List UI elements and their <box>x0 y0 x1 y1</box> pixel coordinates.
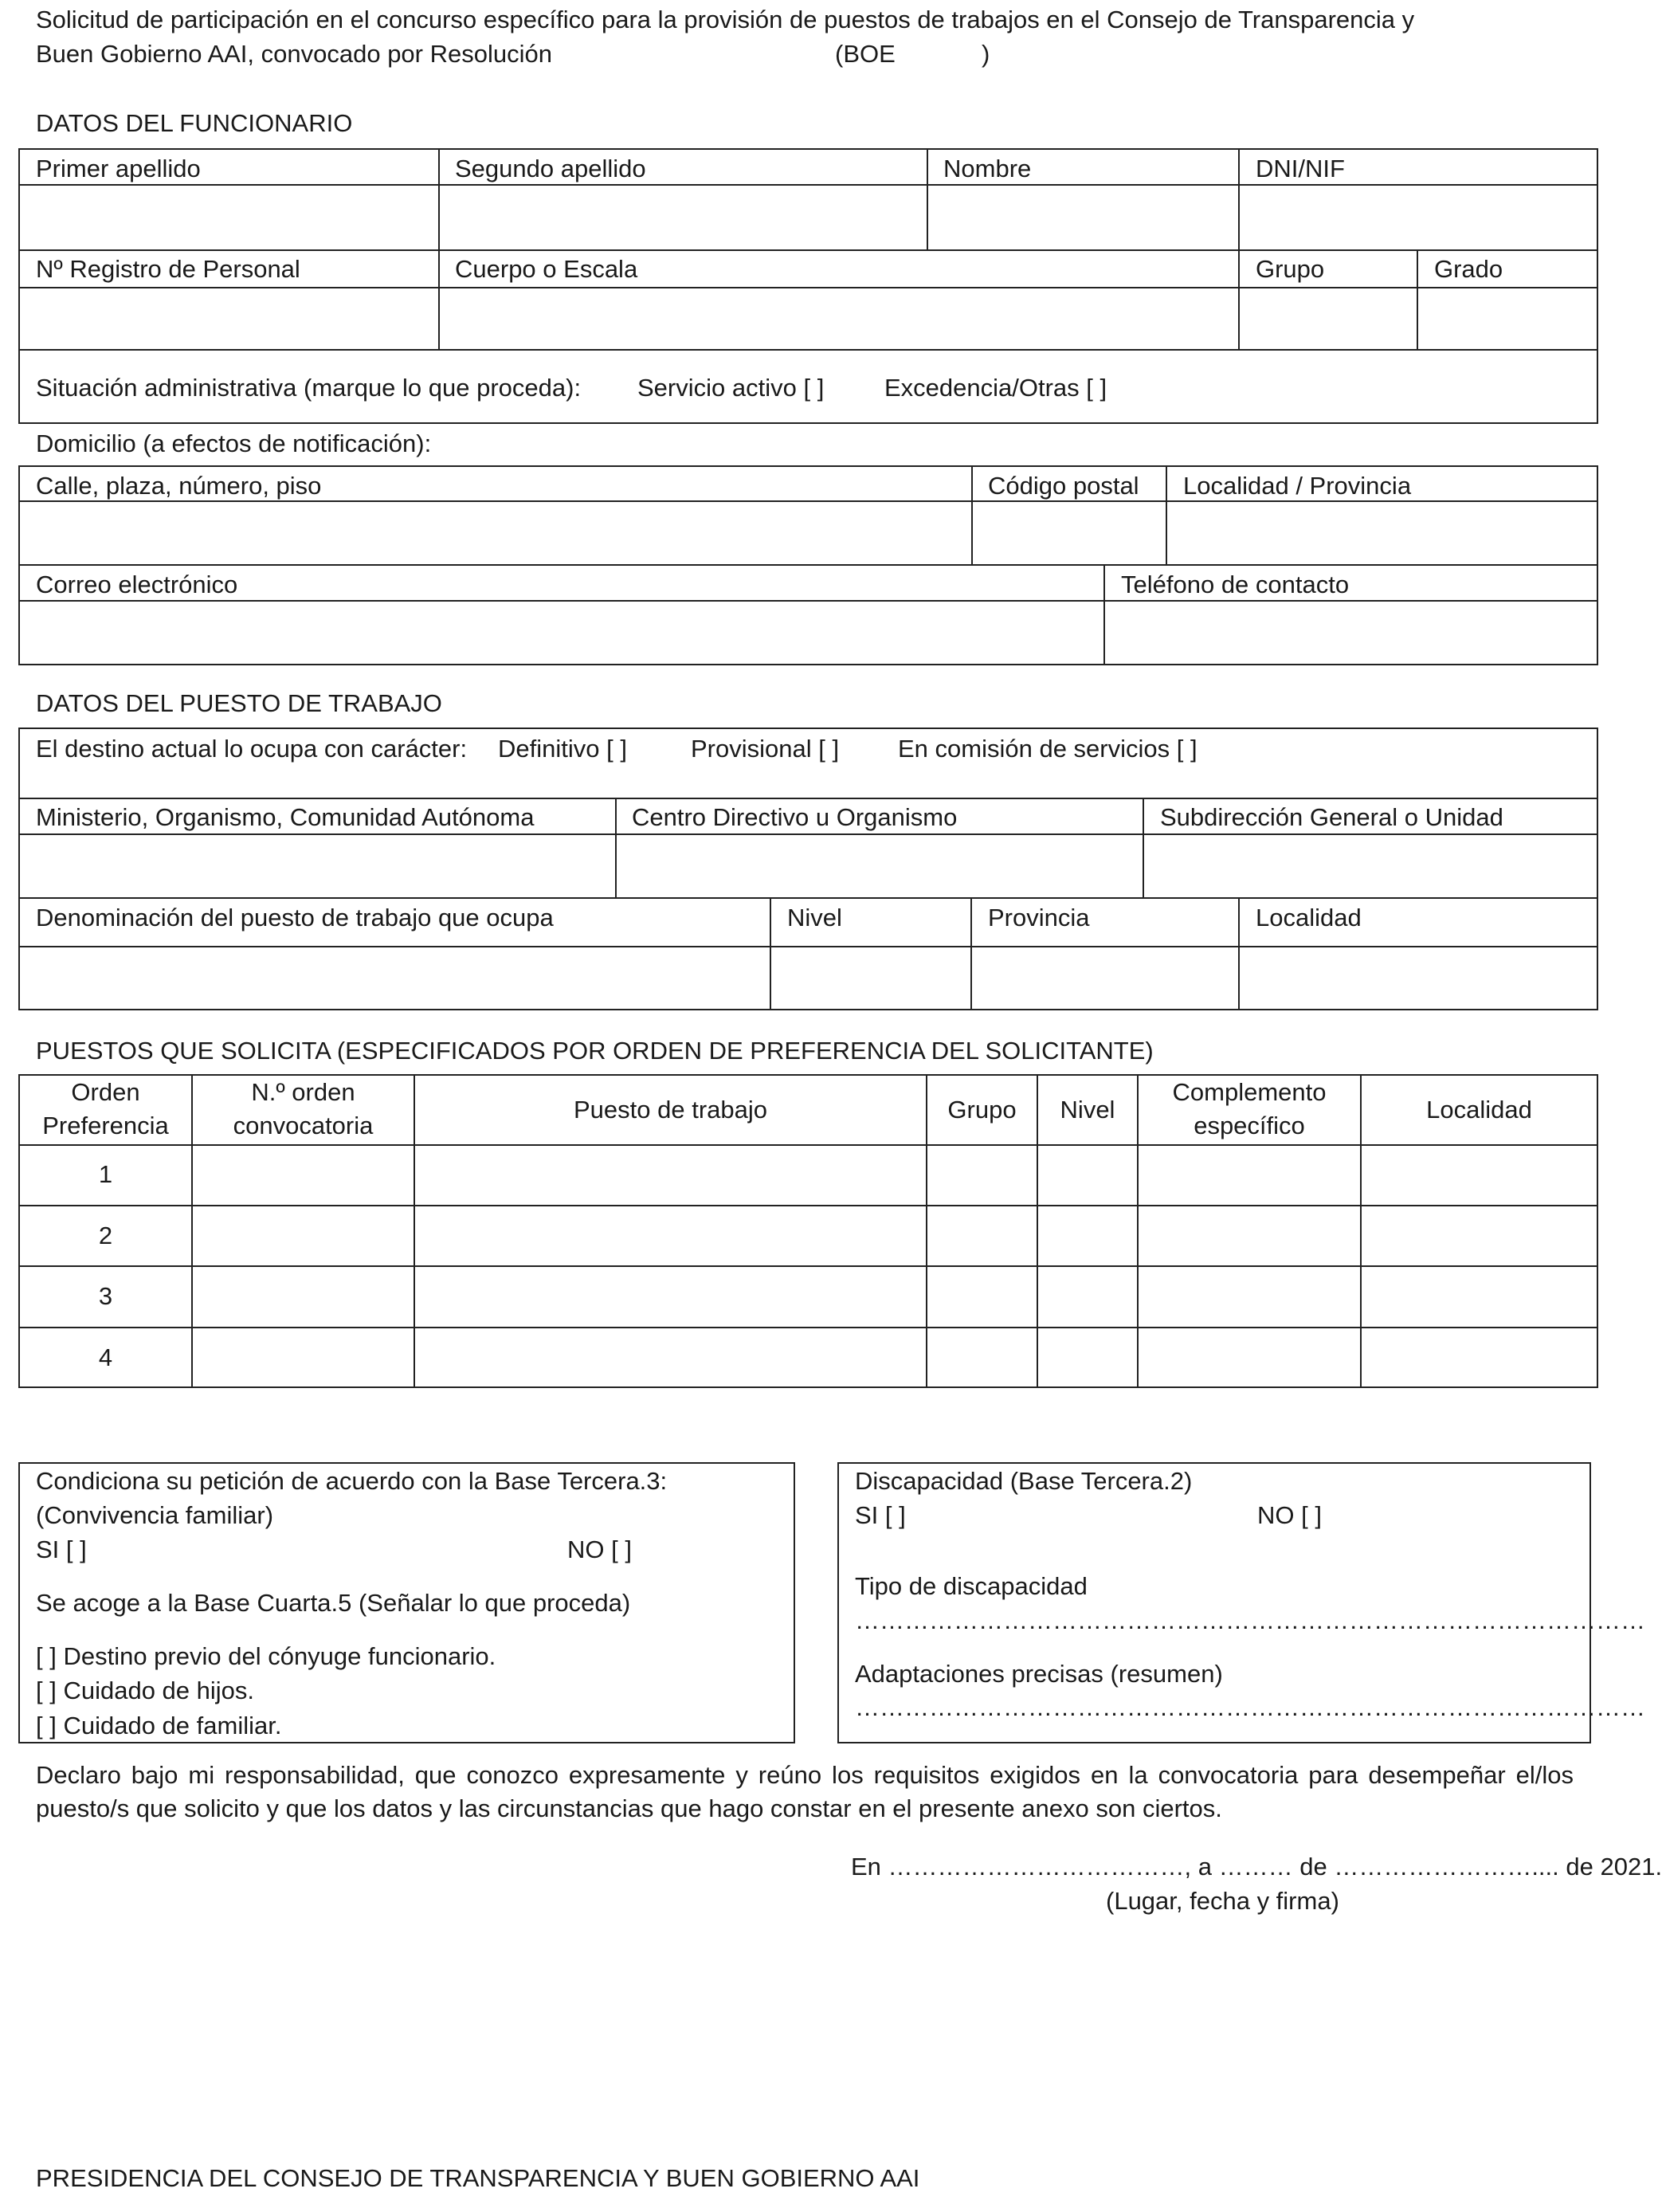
section-title-funcionario: DATOS DEL FUNCIONARIO <box>36 109 353 137</box>
footer-text: PRESIDENCIA DEL CONSEJO DE TRANSPARENCIA Y BUEN GOBIERNO AAI <box>36 2164 920 2192</box>
row-number: 1 <box>98 1160 113 1188</box>
hijos-checkbox[interactable]: [ ] Cuidado de hijos. <box>36 1677 255 1704</box>
label-correo: Correo electrónico <box>36 571 238 598</box>
provincia-field[interactable] <box>972 947 1238 1009</box>
telefono-field[interactable] <box>1105 602 1597 664</box>
col-grupo: Grupo <box>947 1096 1017 1124</box>
discapacidad-no-checkbox[interactable]: NO [ ] <box>1257 1501 1322 1529</box>
localidad-field[interactable] <box>1240 947 1597 1009</box>
label-ministerio: Ministerio, Organismo, Comunidad Autónoma <box>36 803 535 831</box>
ministerio-field[interactable] <box>20 835 615 897</box>
subdireccion-field[interactable] <box>1144 835 1597 897</box>
registro-personal-field[interactable] <box>20 288 438 349</box>
firma-caption: (Lugar, fecha y firma) <box>1106 1887 1339 1915</box>
adaptaciones-field[interactable]: …………………………………………………………………………………… <box>855 1693 1645 1721</box>
discapacidad-si-checkbox[interactable]: SI [ ] <box>855 1501 906 1529</box>
table-row[interactable] <box>193 1206 1597 1265</box>
col-numero-orden: N.º orden convocatoria <box>233 1078 374 1139</box>
condiciona-no-checkbox[interactable]: NO [ ] <box>567 1535 632 1563</box>
dni-field[interactable] <box>1240 186 1597 249</box>
label-grado: Grado <box>1434 255 1503 283</box>
denominacion-field[interactable] <box>20 947 770 1009</box>
segundo-apellido-field[interactable] <box>440 186 927 249</box>
label-subdireccion: Subdirección General o Unidad <box>1160 803 1503 831</box>
centro-directivo-field[interactable] <box>617 835 1143 897</box>
label-codigo-postal: Código postal <box>988 472 1139 500</box>
col-orden-preferencia: Orden Preferencia <box>42 1078 169 1139</box>
row-number: 4 <box>98 1343 113 1371</box>
label-nombre: Nombre <box>943 155 1032 182</box>
label-primer-apellido: Primer apellido <box>36 155 201 182</box>
base-cuarta-label: Se acoge a la Base Cuarta.5 (Señalar lo que proceda) <box>36 1589 631 1617</box>
familiar-checkbox[interactable]: [ ] Cuidado de familiar. <box>36 1712 282 1739</box>
tipo-discapacidad-label: Tipo de discapacidad <box>855 1572 1088 1600</box>
label-nivel: Nivel <box>787 904 842 931</box>
col-puesto-trabajo: Puesto de trabajo <box>573 1096 767 1124</box>
localidad-provincia-field[interactable] <box>1167 502 1597 564</box>
nivel-field[interactable] <box>771 947 970 1009</box>
condiciona-line1: Condiciona su petición de acuerdo con la Base Tercera.3: <box>36 1467 668 1495</box>
table-row[interactable] <box>193 1146 1597 1205</box>
request-title-line1: Solicitud de participación en el concurso específico para la provisión de puestos de trabajos en el Consejo de Transparencia y <box>36 6 1415 33</box>
boe-label: (BOE <box>835 40 896 68</box>
conyuge-checkbox[interactable]: [ ] Destino previo del cónyuge funcionario. <box>36 1642 496 1670</box>
boe-close: ) <box>982 40 990 68</box>
caracter-label: El destino actual lo ocupa con carácter: <box>36 735 468 763</box>
correo-field[interactable] <box>20 602 1103 664</box>
grupo-field[interactable] <box>1240 288 1417 349</box>
label-cuerpo-escala: Cuerpo o Escala <box>455 255 638 283</box>
tipo-discapacidad-field[interactable]: …………………………………………………………………………………… <box>855 1606 1645 1634</box>
situacion-label: Situación administrativa (marque lo que proceda): <box>36 374 582 402</box>
section-title-solicitados: PUESTOS QUE SOLICITA (ESPECIFICADOS POR ORDEN DE PREFERENCIA DEL SOLICITANTE) <box>36 1037 1154 1065</box>
calle-field[interactable] <box>20 502 971 564</box>
label-provincia: Provincia <box>988 904 1090 931</box>
label-denominacion: Denominación del puesto de trabajo que ocupa <box>36 904 554 931</box>
codigo-postal-field[interactable] <box>973 502 1166 564</box>
label-localidad-provincia: Localidad / Provincia <box>1183 472 1412 500</box>
condiciona-si-checkbox[interactable]: SI [ ] <box>36 1535 87 1563</box>
nombre-field[interactable] <box>928 186 1238 249</box>
condiciona-line2: (Convivencia familiar) <box>36 1501 274 1529</box>
primer-apellido-field[interactable] <box>20 186 438 249</box>
row-number: 3 <box>98 1282 113 1310</box>
label-registro-personal: Nº Registro de Personal <box>36 255 300 283</box>
request-title-line2: Buen Gobierno AAI, convocado por Resolución <box>36 40 552 68</box>
comision-servicios-checkbox[interactable]: En comisión de servicios [ ] <box>898 735 1198 763</box>
table-row[interactable] <box>193 1267 1597 1327</box>
servicio-activo-checkbox[interactable]: Servicio activo [ ] <box>637 374 825 402</box>
label-calle: Calle, plaza, número, piso <box>36 472 322 500</box>
label-grupo: Grupo <box>1256 255 1325 283</box>
label-centro-directivo: Centro Directivo u Organismo <box>632 803 958 831</box>
adaptaciones-label: Adaptaciones precisas (resumen) <box>855 1660 1223 1688</box>
col-localidad: Localidad <box>1426 1096 1532 1124</box>
grado-field[interactable] <box>1418 288 1597 349</box>
row-number: 2 <box>98 1222 113 1249</box>
label-localidad: Localidad <box>1256 904 1362 931</box>
domicilio-label: Domicilio (a efectos de notificación): <box>36 429 432 457</box>
fecha-lugar-line[interactable]: En ………………………………, a ……… de …………………….... de 2021. <box>851 1853 1662 1881</box>
label-dni: DNI/NIF <box>1256 155 1345 182</box>
cuerpo-escala-field[interactable] <box>440 288 1238 349</box>
definitivo-checkbox[interactable]: Definitivo [ ] <box>498 735 627 763</box>
provisional-checkbox[interactable]: Provisional [ ] <box>691 735 840 763</box>
discapacidad-title: Discapacidad (Base Tercera.2) <box>855 1467 1193 1495</box>
col-nivel: Nivel <box>1060 1096 1115 1124</box>
section-title-puesto: DATOS DEL PUESTO DE TRABAJO <box>36 689 442 717</box>
excedencia-checkbox[interactable]: Excedencia/Otras [ ] <box>884 374 1107 402</box>
table-row[interactable] <box>193 1328 1597 1386</box>
label-telefono: Teléfono de contacto <box>1121 571 1350 598</box>
declaration-text: Declaro bajo mi responsabilidad, que conozco expresamente y reúno los requisitos exigidos en la convocatoria para desempeñar el/los puesto/s que solicito y que los datos y las circunstancias que hago constar en el presente anexo son ciertos. <box>36 1761 1574 1822</box>
label-segundo-apellido: Segundo apellido <box>455 155 646 182</box>
col-complemento: Complemento específico <box>1172 1078 1327 1139</box>
